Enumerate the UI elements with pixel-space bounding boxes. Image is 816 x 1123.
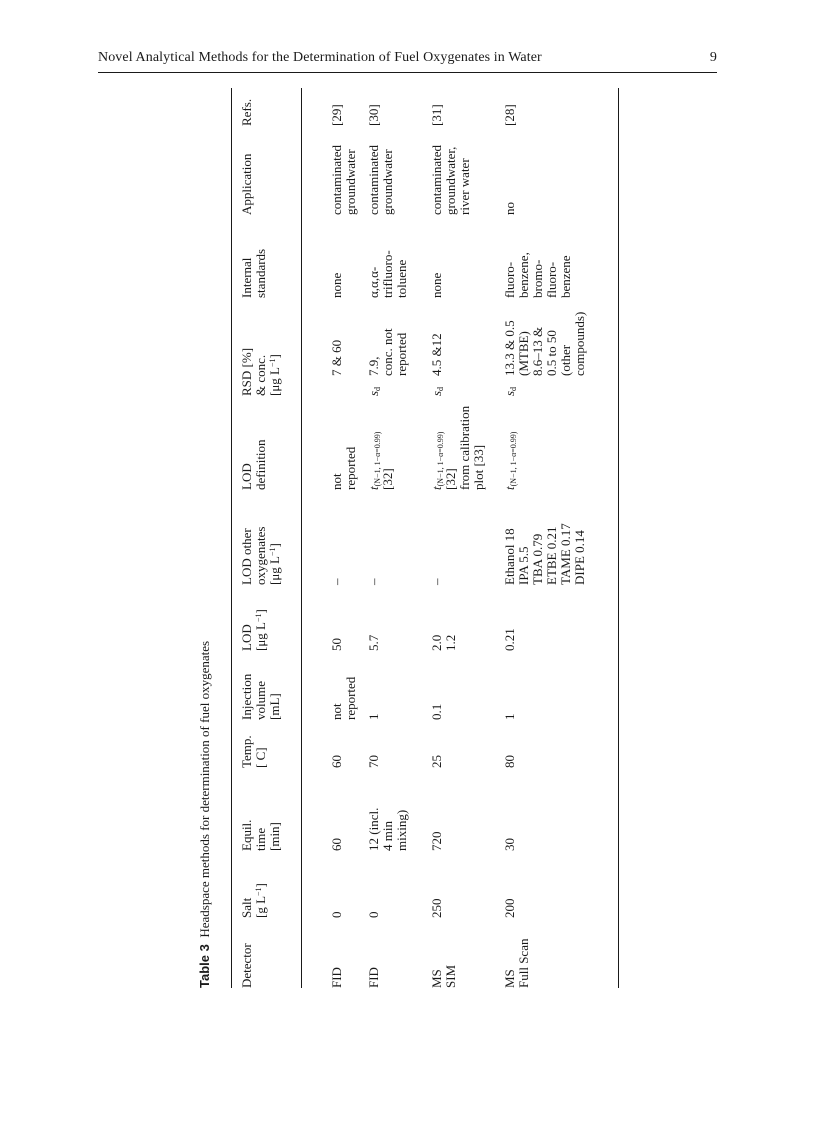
header-lod <box>240 609 268 651</box>
cell-salt: 200 <box>502 898 517 918</box>
cell-lod-definition <box>430 406 486 490</box>
header-lod-other <box>240 527 282 585</box>
rotated-table <box>190 88 630 988</box>
cell-rsd: 7.9, conc. not reported <box>366 328 409 376</box>
table-label: Table 3 <box>197 944 212 988</box>
cell-equil: 720 <box>429 831 444 851</box>
header-rsd-unit <box>267 354 282 396</box>
cell-injection: 1 <box>502 713 517 720</box>
header-rule <box>98 72 717 73</box>
cell-rsd: 13.3 & 0.5 (MTBE) 8.6–13 & 0.5 to 50 (other compounds) <box>502 311 587 376</box>
header-lod-other-unit-bracket: ] <box>267 543 282 548</box>
header-lod-unit-text: [μg L <box>253 622 268 651</box>
sd-symbol: s <box>366 390 381 396</box>
header-rsd-unit-bracket: ] <box>267 354 282 359</box>
cell-detector: MS Full Scan <box>502 938 531 988</box>
header-lod-other-unit-text: [μg L <box>267 556 282 585</box>
header-detector: Detector <box>239 943 254 988</box>
t-symbol: t <box>366 486 381 490</box>
cell-injection: 1 <box>366 713 381 720</box>
header-lod-unit <box>253 609 268 651</box>
cell-equil: 12 (incl. 4 min mixing) <box>366 807 409 851</box>
header-salt <box>240 883 268 918</box>
header-salt-unit <box>253 883 268 918</box>
cell-refs: [30] <box>366 104 381 126</box>
cell-refs: [31] <box>429 104 444 126</box>
table-header-rule <box>301 88 302 988</box>
header-application: Application <box>239 153 254 215</box>
header-injection: Injection volume [mL] <box>239 673 282 720</box>
cell-rsd: 7 & 60 <box>329 339 344 376</box>
lod-definition-ref: [32] <box>380 468 395 490</box>
header-refs: Refs. <box>239 98 254 126</box>
header-lod-unit-exponent: −1 <box>254 613 263 622</box>
cell-lod-other: Ethanol 18 IPA 5.5 TBA 0.79 ETBE 0.21 TAME 0.17 DIPE 0.14 <box>502 523 587 585</box>
cell-sd <box>430 387 444 396</box>
header-lod-other-name: LOD other oxygenates <box>239 526 268 585</box>
cell-application: contaminated groundwater, river water <box>429 144 472 215</box>
header-salt-unit-exponent: −1 <box>254 887 263 896</box>
cell-detector: MS SIM <box>429 964 458 988</box>
t-subscript: (N−1, 1−α=0.99) <box>436 431 445 487</box>
header-lod-other-unit <box>267 543 282 585</box>
cell-temp: 80 <box>502 755 517 768</box>
cell-internal-standards: α,α,α- trifluoro- toluene <box>366 250 409 298</box>
cell-lod: 0.21 <box>502 628 517 651</box>
cell-injection: not reported <box>329 676 358 720</box>
cell-lod: 2.0 1.2 <box>429 634 458 651</box>
table-caption <box>198 641 212 988</box>
running-head-title: Novel Analytical Methods for the Determination of Fuel Oxygenates in Water <box>98 50 542 65</box>
header-equil: Equil. time [min] <box>239 819 282 851</box>
table-bottom-rule <box>618 88 619 988</box>
header-rsd-unit-exponent: −1 <box>268 358 277 367</box>
cell-lod-other: – <box>366 578 381 585</box>
header-rsd <box>240 348 282 396</box>
cell-equil: 30 <box>502 838 517 851</box>
header-internal-standards: Internal standards <box>239 248 268 298</box>
table-caption-text: Headspace methods for determination of fuel oxygenates <box>197 640 212 938</box>
cell-internal-standards: none <box>429 272 444 298</box>
cell-injection: 0.1 <box>429 703 444 720</box>
header-salt-unit-bracket: ] <box>253 883 268 888</box>
sd-subscript: d <box>436 386 445 391</box>
cell-application: contaminated groundwater <box>329 144 358 215</box>
sd-subscript: d <box>373 386 382 391</box>
cell-detector: FID <box>366 967 381 988</box>
cell-salt: 0 <box>329 911 344 918</box>
sd-symbol: s <box>502 390 517 396</box>
header-temp: Temp. [ C] <box>239 735 268 768</box>
header-lod-definition: LOD definition <box>239 439 268 490</box>
cell-lod-definition <box>367 432 395 490</box>
header-lod-other-unit-exponent: −1 <box>268 547 277 556</box>
cell-lod-definition <box>503 432 517 490</box>
t-symbol: t <box>502 486 517 490</box>
cell-equil: 60 <box>329 838 344 851</box>
header-lod-unit-bracket: ] <box>253 609 268 614</box>
cell-temp: 60 <box>329 755 344 768</box>
cell-lod-other: – <box>429 578 444 585</box>
cell-sd <box>503 387 517 396</box>
cell-lod: 5.7 <box>366 634 381 651</box>
cell-application: contaminated groundwater <box>366 144 395 215</box>
cell-internal-standards: none <box>329 272 344 298</box>
sd-subscript: d <box>509 386 518 391</box>
cell-lod-definition: not reported <box>329 446 358 490</box>
cell-rsd: 4.5 &12 <box>429 333 444 376</box>
header-salt-unit-text: [g L <box>253 895 268 918</box>
cell-application: no <box>502 202 517 215</box>
header-salt-name: Salt <box>239 897 254 918</box>
t-symbol: t <box>429 486 444 490</box>
cell-lod-other: – <box>329 578 344 585</box>
cell-salt: 0 <box>366 911 381 918</box>
cell-temp: 25 <box>429 755 444 768</box>
cell-salt: 250 <box>429 898 444 918</box>
lod-definition-ref: [32] from calibration plot [33] <box>443 405 486 490</box>
cell-refs: [29] <box>329 104 344 126</box>
cell-refs: [28] <box>502 104 517 126</box>
cell-sd <box>367 387 381 396</box>
t-subscript: (N−1, 1−α=0.99) <box>373 431 382 487</box>
page-number: 9 <box>709 50 717 65</box>
table-top-rule <box>231 88 232 988</box>
cell-lod: 50 <box>329 638 344 651</box>
header-lod-name: LOD <box>239 624 254 651</box>
cell-detector: FID <box>329 967 344 988</box>
sd-symbol: s <box>429 390 444 396</box>
cell-temp: 70 <box>366 755 381 768</box>
header-rsd-name: RSD [%] & conc. <box>239 347 268 396</box>
t-subscript: (N−1, 1−α=0.99) <box>509 431 518 487</box>
cell-internal-standards: fluoro- benzene, bromo- fluoro- benzene <box>502 252 573 298</box>
header-rsd-unit-text: [μg L <box>267 367 282 396</box>
